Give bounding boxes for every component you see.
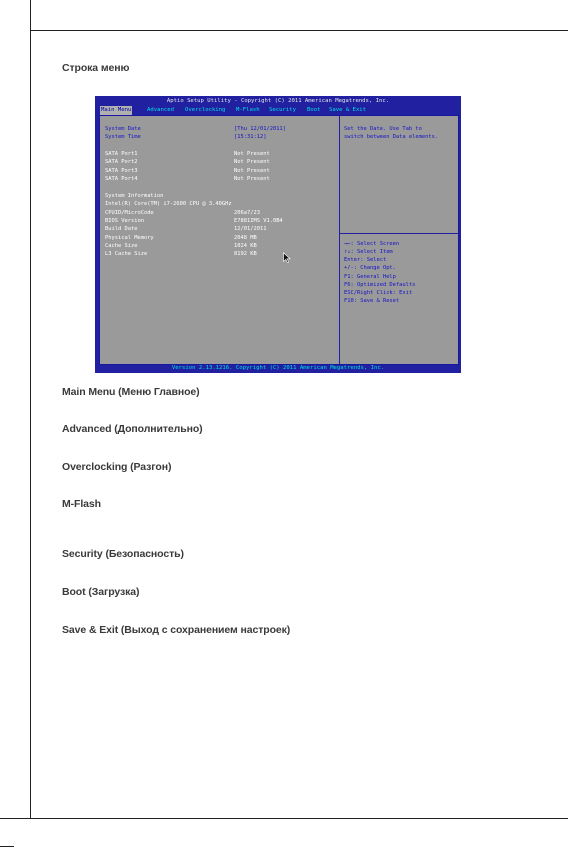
bios-row-value: Not Present	[234, 168, 270, 174]
bios-row-value: Not Present	[234, 151, 270, 157]
key-hint: Enter: Select	[344, 257, 387, 263]
bios-row-value: 2048 MB	[234, 235, 257, 241]
bios-row-label: SATA Port4	[105, 176, 138, 182]
bottom-rule	[0, 818, 568, 819]
help-text-line: Set the Date. Use Tab to	[344, 126, 422, 132]
bios-row-value: E7881IMS V1.0B4	[234, 218, 283, 224]
bios-row-label[interactable]: System Time	[105, 134, 141, 140]
system-date-value[interactable]: [Thu 12/01/2011]	[234, 126, 286, 132]
bios-screenshot	[95, 96, 461, 373]
bios-row-label: BIOS Version	[105, 218, 144, 224]
bios-row-label: CPUID/MicroCode	[105, 210, 154, 216]
key-hint: F10: Save & Reset	[344, 298, 400, 304]
bios-tab-security[interactable]: Security	[269, 107, 296, 113]
bios-row-label: Build Date	[105, 226, 138, 232]
page-number-mark	[0, 846, 14, 847]
key-hint: F6: Optimized Defaults	[344, 282, 416, 288]
bios-tab-main-menu[interactable]: Main Menu	[101, 107, 132, 113]
key-hint: F1: General Help	[344, 274, 396, 280]
system-time-value[interactable]: [15:31:12]	[234, 134, 267, 140]
bios-row-label: Cache Size	[105, 243, 138, 249]
left-margin-rule	[30, 30, 31, 818]
bios-row-label: Physical Memory	[105, 235, 154, 241]
bios-row-label: System Information	[105, 193, 164, 199]
key-hint: ESC/Right Click: Exit	[344, 290, 413, 296]
key-hint: +/-: Change Opt.	[344, 265, 396, 271]
bios-tab-boot[interactable]: Boot	[307, 107, 321, 113]
bios-tab-advanced[interactable]: Advanced	[147, 107, 174, 113]
save-exit-heading: Save & Exit (Выход с сохранением настроек)	[62, 624, 291, 636]
bios-tab-save-exit[interactable]: Save & Exit	[329, 107, 367, 113]
bios-row-label[interactable]: System Date	[105, 126, 141, 132]
bios-row-value: Not Present	[234, 176, 270, 182]
bios-row-value: 8192 KB	[234, 251, 257, 257]
bios-row-label: SATA Port2	[105, 159, 138, 165]
bios-main-panel	[99, 115, 459, 365]
bios-help-divider	[340, 233, 458, 234]
main-menu-heading: Main Menu (Меню Главное)	[62, 386, 200, 398]
overclocking-heading: Overclocking (Разгон)	[62, 461, 172, 473]
menu-bar-heading: Строка меню	[62, 62, 130, 74]
bios-row-value: 12/01/2011	[234, 226, 267, 232]
bios-tab-overclocking[interactable]: Overclocking	[185, 107, 226, 113]
bios-row-value: Not Present	[234, 159, 270, 165]
bios-panel-divider	[339, 116, 340, 364]
bios-title: Aptio Setup Utility - Copyright (C) 2011 American Megatrends, Inc.	[166, 98, 390, 104]
boot-heading: Boot (Загрузка)	[62, 586, 140, 598]
help-text-line: switch between Data elements.	[344, 134, 439, 140]
bios-row-label: Intel(R) Core(TM) i7-2600 CPU @ 3.40GHz	[105, 201, 232, 207]
advanced-heading: Advanced (Дополнительно)	[62, 423, 203, 435]
m-flash-heading: M-Flash	[62, 498, 101, 510]
security-heading: Security (Безопасность)	[62, 548, 184, 560]
bios-tab-m-flash[interactable]: M-Flash	[236, 107, 260, 113]
bios-footer: Version 2.13.1216. Copyright (C) 2011 American Megatrends, Inc.	[171, 365, 385, 371]
key-hint: →←: Select Screen	[344, 241, 400, 247]
bios-row-label: L3 Cache Size	[105, 251, 148, 257]
page-corner-rule	[30, 0, 568, 31]
key-hint: ↑↓: Select Item	[344, 249, 393, 255]
bios-row-value: 1024 KB	[234, 243, 257, 249]
bios-row-label: SATA Port1	[105, 151, 138, 157]
mouse-pointer-icon	[282, 252, 292, 264]
bios-row-value: 206a7/23	[234, 210, 260, 216]
bios-tab-bar	[95, 106, 461, 115]
bios-row-label: SATA Port3	[105, 168, 138, 174]
